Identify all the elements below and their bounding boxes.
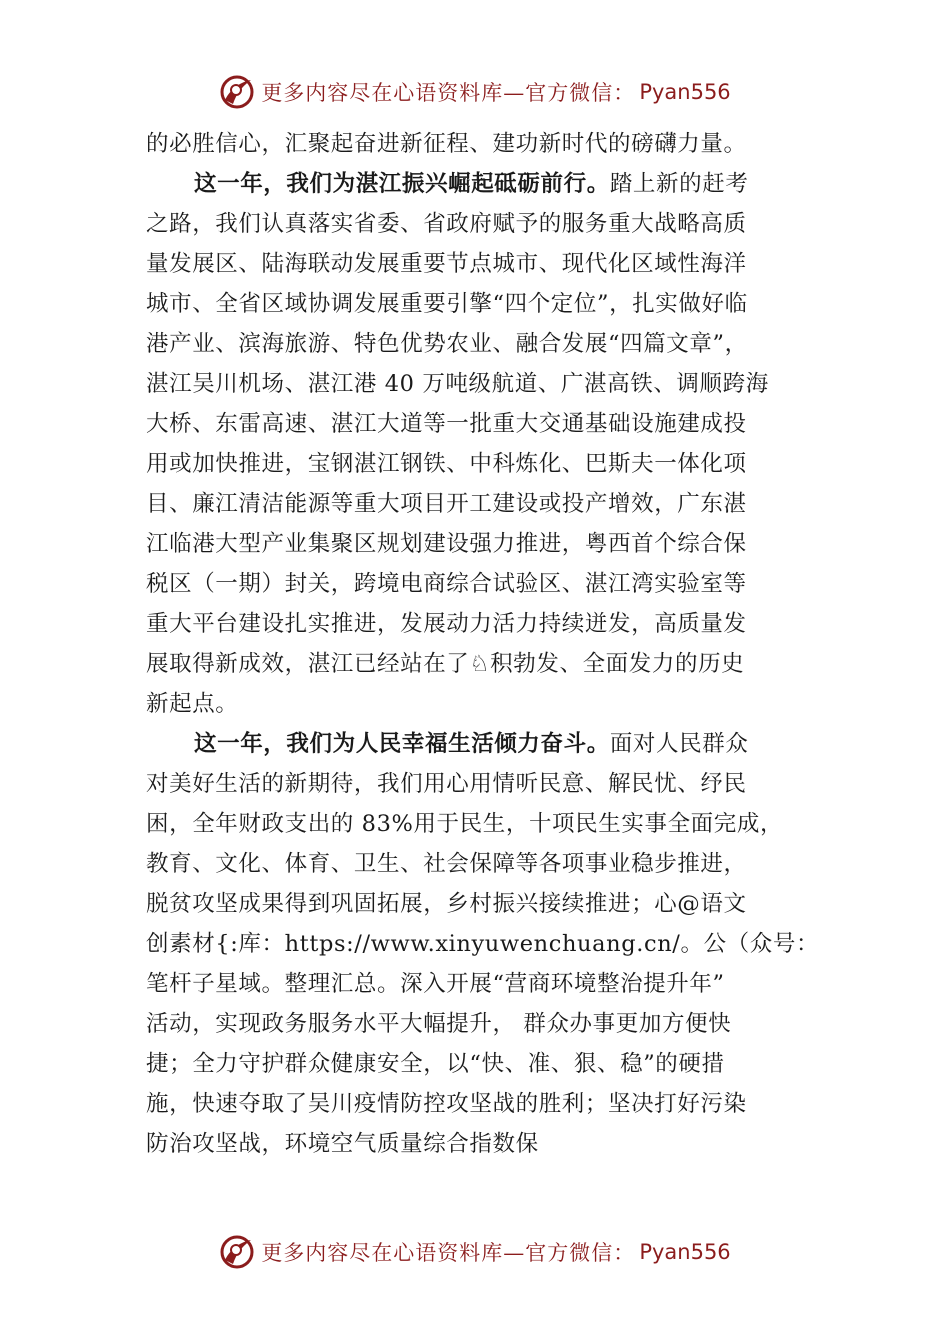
- brand-logo-icon: [219, 1234, 255, 1270]
- wechat-id: Pyan556: [639, 80, 731, 104]
- banner-text: 更多内容尽在心语资料库—官方微信：: [261, 1241, 636, 1265]
- document-body: [146, 124, 826, 1164]
- text-line: 的必胜信心，汇聚起奋进新征程、建功新时代的磅礴力量。: [146, 131, 747, 157]
- text-line: 城市、全省区域协调发展重要引擎“四个定位”，扎实做好临: [146, 291, 748, 317]
- text-line: 创素材{:库：https://www.xinyuwenchuang.cn/。公（众号：: [146, 931, 820, 957]
- text-line: 大桥、东雷高速、湛江大道等一批重大交通基础设施建成投: [146, 411, 747, 437]
- text-line: 江临港大型产业集聚区规划建设强力推进，粤西首个综合保: [146, 531, 747, 557]
- text-line: 港产业、滨海旅游、特色优势农业、融合发展“四篇文章”，: [146, 331, 748, 357]
- header-banner: [0, 72, 950, 112]
- paragraph-start: 这一年，我们为湛江振兴崛起砥砺前行。踏上新的赶考: [194, 171, 749, 197]
- text-line: 重大平台建设扎实推进，发展动力活力持续迸发，高质量发: [146, 611, 747, 637]
- paragraph-start: 这一年，我们为人民幸福生活倾力奋斗。面对人民群众: [194, 731, 749, 757]
- text-line: 湛江吴川机场、湛江港 40 万吨级航道、广湛高铁、调顺跨海: [146, 371, 769, 397]
- text-line: 捷；全力守护群众健康安全，以“快、准、狠、稳”的硬措: [146, 1051, 725, 1077]
- text-line: 用或加快推进，宝钢湛江钢铁、中科炼化、巴斯夫一体化项: [146, 451, 747, 477]
- wechat-id: Pyan556: [639, 1240, 731, 1264]
- text-line: 展取得新成效，湛江已经站在了♘积勃发、全面发力的历史: [146, 651, 745, 677]
- brand-logo-icon: [219, 74, 255, 110]
- text-line: 对美好生活的新期待，我们用心用情听民意、解民忧、纾民: [146, 771, 747, 797]
- text-line: 困，全年财政支出的 83%用于民生，十项民生实事全面完成，: [146, 811, 784, 837]
- text-line: 之路，我们认真落实省委、省政府赋予的服务重大战略高质: [146, 211, 747, 237]
- text-line: 量发展区、陆海联动发展重要节点城市、现代化区域性海洋: [146, 251, 747, 277]
- banner-text: 更多内容尽在心语资料库—官方微信：: [261, 81, 636, 105]
- text-line: 新起点。: [146, 691, 239, 717]
- text-line: 脱贫攻坚成果得到巩固拓展，乡村振兴接续推进；心@语文: [146, 891, 747, 917]
- paragraph-heading: 这一年，我们为人民幸福生活倾力奋斗。: [194, 731, 610, 757]
- text-line: 笔杆子星域。整理汇总。深入开展“营商环境整治提升年”: [146, 971, 725, 997]
- text-line: 防治攻坚战，环境空气质量综合指数保: [146, 1131, 539, 1157]
- footer-banner: [0, 1232, 950, 1272]
- text-line: 活动，实现政务服务水平大幅提升， 群众办事更加方便快: [146, 1011, 732, 1037]
- text-line: 目、廉江清洁能源等重大项目开工建设或投产增效，广东湛: [146, 491, 747, 517]
- text-line: 施，快速夺取了吴川疫情防控攻坚战的胜利；坚决打好污染: [146, 1091, 747, 1117]
- text-line: 税区（一期）封关，跨境电商综合试验区、湛江湾实验室等: [146, 571, 747, 597]
- text-line: 教育、文化、体育、卫生、社会保障等各项事业稳步推进，: [146, 851, 747, 877]
- paragraph-heading: 这一年，我们为湛江振兴崛起砥砺前行。: [194, 171, 610, 197]
